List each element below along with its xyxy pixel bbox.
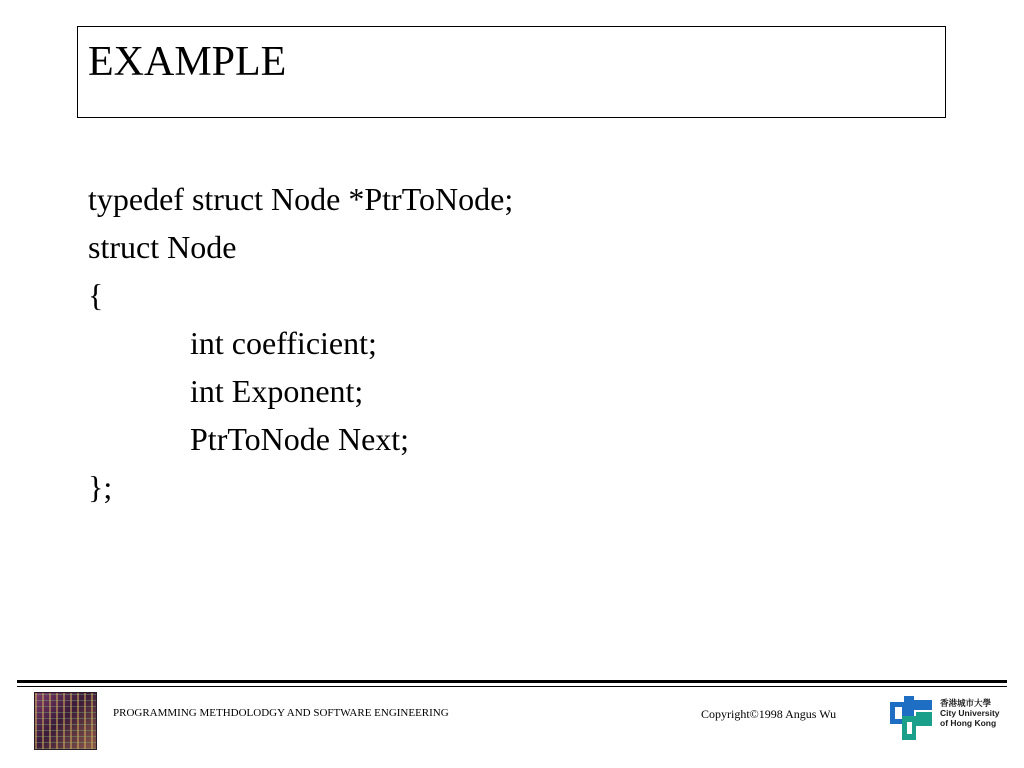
code-line-exponent: int Exponent; <box>190 373 364 409</box>
code-line-next: PtrToNode Next; <box>190 421 410 457</box>
footer-course-title: PROGRAMMING METHDOLODGY AND SOFTWARE ENGINEERING <box>113 707 449 719</box>
university-name-line2: of Hong Kong <box>940 718 997 728</box>
code-line-open-brace: { <box>88 277 104 313</box>
university-logo-text <box>940 698 1000 728</box>
university-name-chinese: 香港城市大學 <box>940 698 992 708</box>
slide-title-box <box>77 26 946 118</box>
code-line-coefficient: int coefficient; <box>190 325 377 361</box>
footer-divider-thick <box>17 680 1007 683</box>
code-line-close-brace: }; <box>88 469 113 505</box>
code-block <box>88 175 513 511</box>
university-logo <box>888 694 1008 742</box>
code-line-struct: struct Node <box>88 229 237 265</box>
university-logo-icon <box>888 694 936 742</box>
university-name-line1: City University <box>940 708 1000 718</box>
footer-decorative-image <box>34 692 97 750</box>
footer-copyright: Copyright©1998 Angus Wu <box>701 707 837 721</box>
slide-title: EXAMPLE <box>88 39 287 85</box>
footer-divider-thin <box>17 686 1007 687</box>
code-line-typedef: typedef struct Node *PtrToNode; <box>88 181 514 217</box>
